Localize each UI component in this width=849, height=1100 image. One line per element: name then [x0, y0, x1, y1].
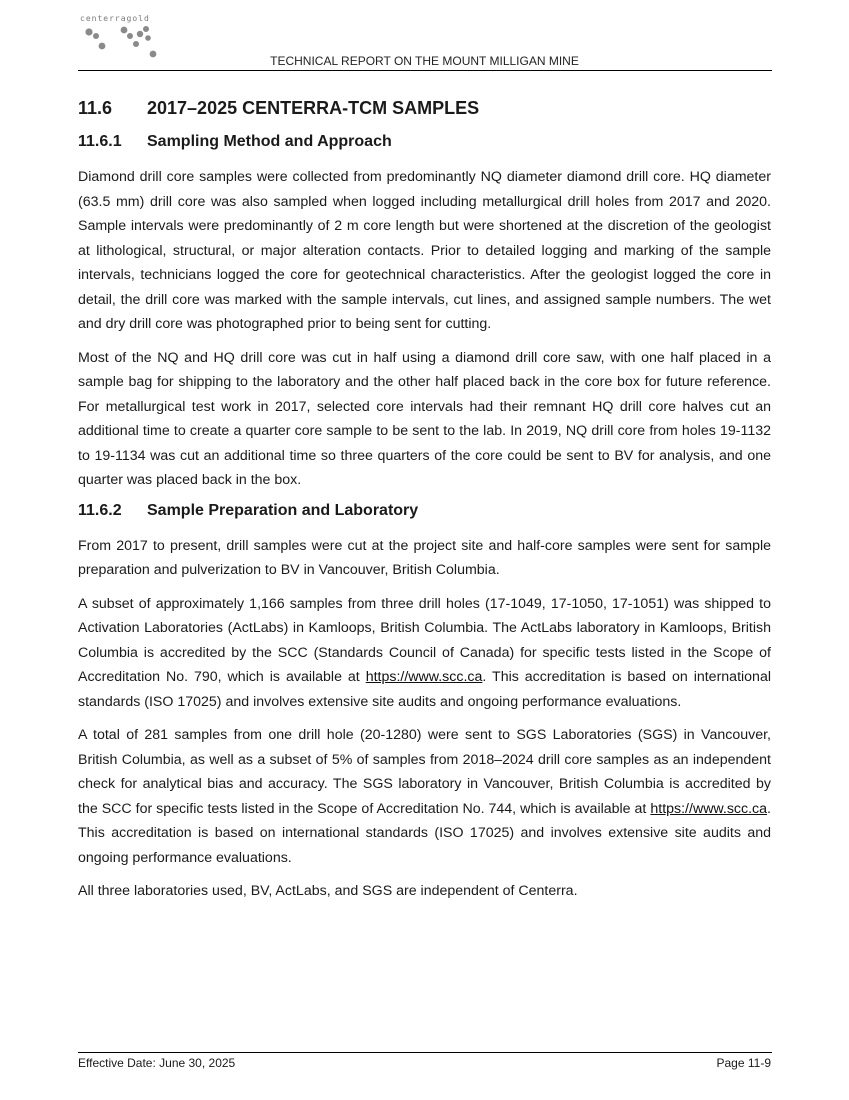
effective-date: Effective Date: June 30, 2025: [78, 1056, 236, 1070]
logo-wordmark: centerragold: [80, 14, 150, 23]
paragraph: Most of the NQ and HQ drill core was cut in half using a diamond drill core saw, with one half placed in a sample bag for shipping to the laboratory and the other half placed back in the core box for future reference. For metallurgical test work in 2017, selected core intervals had their remnant HQ drill core halves cut an additional time to create a quarter core sample to be sent to the lab. In 2019, NQ drill core from holes 19-1132 to 19-1134 was cut an additional time so three quarters of the core could be sent to BV for analysis, and one quarter was placed back in the box.: [78, 349, 771, 488]
page-body: [78, 98, 771, 913]
subsection-number: 11.6.2: [78, 501, 122, 519]
header-divider: [78, 70, 772, 71]
paragraph-sgs: [78, 723, 771, 870]
paragraph: Diamond drill core samples were collected from predominantly NQ diameter diamond drill core. HQ diameter (63.5 mm) drill core was also sampled when logged including metallurgical drill holes from 2017 and 2020. Sample intervals were predominantly of 2 m core length but were shortened at the discretion of the geologist at lithological, structural, or major alteration contacts. Prior to detailed logging and marking of the sample intervals, technicians logged the core for geotechnical characteristics. After the geologist logged the core in detail, the drill core was marked with the sample intervals, cut lines, and assigned sample numbers. The wet and dry drill core was photographed prior to being sent for cutting.: [78, 169, 771, 332]
paragraph-actlabs: [78, 592, 771, 715]
paragraph-text: A total of 281 samples from one drill hole (20-1280) were sent to SGS Laboratories (SGS) in Vancouver, British Columbia, as well as a subset of 5% of samples from 2018–2024 drill core samples as an independent check for analytical bias and accuracy. The SGS laboratory in Vancouver, British Columbia is accredited by the SCC for specific tests listed in the Scope of Accreditation No. 744, which is available at: [78, 727, 771, 817]
paragraph: All three laboratories used, BV, ActLabs, and SGS are independent of Centerra.: [78, 883, 578, 899]
subsection-number: 11.6.1: [78, 133, 122, 150]
page-number: Page 11-9: [716, 1056, 771, 1070]
subsection-heading-sampling: [78, 133, 771, 151]
section-heading: [78, 98, 771, 119]
subsection-title: Sampling Method and Approach: [147, 133, 392, 150]
footer-divider: [78, 1052, 772, 1053]
subsection-title: Sample Preparation and Laboratory: [147, 501, 419, 519]
running-header-title: TECHNICAL REPORT ON THE MOUNT MILLIGAN MINE: [270, 54, 579, 68]
paragraph-text: . This accreditation is based on international standards (ISO 17025) and involves extensive site audits and ongoing performance evaluations.: [78, 800, 771, 866]
paragraph-text: A subset of approximately 1,166 samples from three drill holes (17-1049, 17-1050, 17-1051) was shipped to Activation Laboratories (ActLabs) in Kamloops, British Columbia. The ActLabs laboratory in Kamloops, British Columbia is accredited by the SCC (Standards Council of Canada) for specific tests listed in the Scope of Accreditation No. 790, which is available at: [78, 595, 771, 685]
section-number: 11.6: [78, 98, 113, 118]
scc-link[interactable]: https://www.scc.ca: [365, 669, 483, 685]
paragraph: From 2017 to present, drill samples were cut at the project site and half-core samples were sent for sample preparation and pulverization to BV in Vancouver, British Columbia.: [78, 537, 771, 578]
paragraph-text: . This accreditation is based on international standards (ISO 17025) and involves extensive site audits and ongoing performance evaluations.: [78, 669, 771, 710]
subsection-heading-preparation: [78, 502, 771, 520]
scc-link[interactable]: https://www.scc.ca: [650, 800, 768, 817]
section-title: 2017–2025 CENTERRA-TCM SAMPLES: [147, 98, 480, 118]
